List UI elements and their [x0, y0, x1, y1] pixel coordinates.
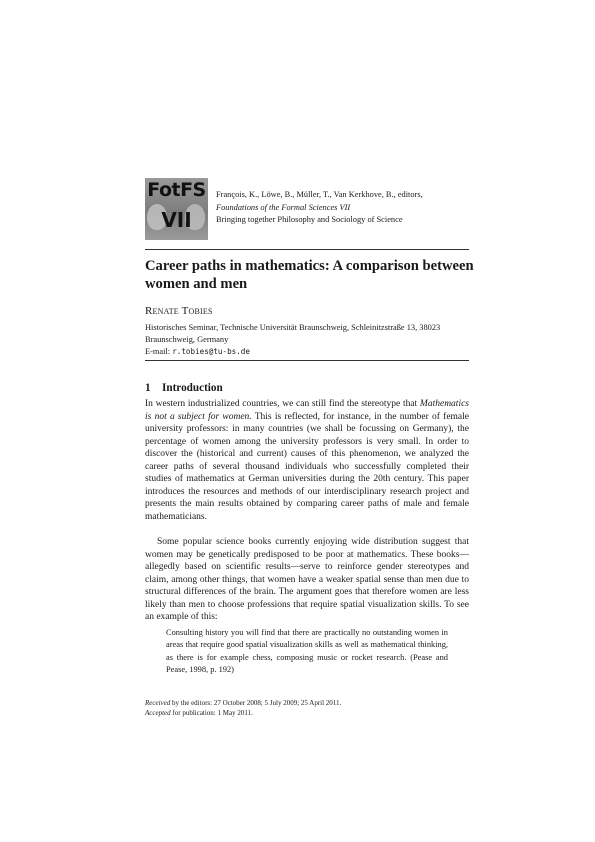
paragraph-rest: This is reflected, for instance, in the number of female university professors: in many countries (we shall be focussing on Germany), the percentage of women among the university professors is very small. In order to discover the (historical and current) causes of this phenomenon, we analyzed the career paths of several thousand individuals who successfully completed their studies of mathematics at German universities during the 20th century. This paper introduces the resources and methods of our interdisciplinary research project and presents the main results obtained by comparing career paths of male and female mathematicians.	[145, 411, 469, 522]
paragraph-lead: In western industrialized countries, we can still find the stereotype that	[145, 399, 420, 409]
paragraph-intro	[145, 398, 469, 523]
logo-text-top: FotFS	[147, 179, 206, 201]
volume-subtitle: Bringing together Philosophy and Sociology of Science	[216, 215, 403, 224]
section-heading	[145, 382, 223, 394]
header-rule	[145, 249, 469, 250]
paragraph-second: Some popular science books currently enjoying wide distribution suggest that women may be genetically predisposed to be poor at mathematics. These books—allegedly based on scientific results—serve to reinforce gender stereotypes and claim, among other things, that women have a weaker spatial sense than men due to structural differences of the brain. The argument goes that therefore women are less likely than men to choose professions that require spatial visualization skills. To see an example of this:	[145, 537, 469, 622]
paper-title: Career paths in mathematics: A comparison between women and men	[145, 258, 474, 292]
received-line	[145, 699, 341, 709]
paragraph-emphasis: Mathematics is not a subject for women.	[145, 399, 469, 422]
received-dates: by the editors: 27 October 2008; 5 July 2009; 25 April 2011.	[170, 699, 342, 707]
author-name: Renate Tobies	[145, 305, 213, 317]
section-number: 1	[145, 382, 151, 394]
title-block-rule	[145, 360, 469, 361]
email-label: E-mail:	[145, 347, 173, 356]
block-quote: Consulting history you will find that there are practically no outstanding women in areas that require good spatial visualization skills as well as mathematical thinking, as there is for example chess, composing music or rocket research. (Pease and Pease, 1998, p. 192)	[166, 628, 448, 675]
accepted-date: for publication: 1 May 2011.	[170, 708, 253, 717]
email-address[interactable]: r.tobies@tu-bs.de	[172, 347, 250, 356]
author-affiliation: Historisches Seminar, Technische Universität Braunschweig, Schleinitzstraße 13, 38023 Braunschweig, Germany	[145, 323, 441, 344]
series-title: Foundations of the Formal Sciences VII	[216, 202, 351, 212]
editors-line: François, K., Löwe, B., Müller, T., Van Kerkhove, B., editors,	[216, 190, 423, 199]
footnote	[145, 699, 341, 718]
accepted-label: Accepted	[145, 708, 171, 717]
accepted-line	[145, 709, 341, 719]
volume-header	[216, 189, 423, 227]
received-label: Received	[145, 699, 171, 707]
logo-text-bottom: VII	[161, 208, 192, 232]
fotfs-logo	[145, 178, 208, 240]
section-title: Introduction	[162, 382, 223, 394]
author-email	[145, 347, 250, 356]
